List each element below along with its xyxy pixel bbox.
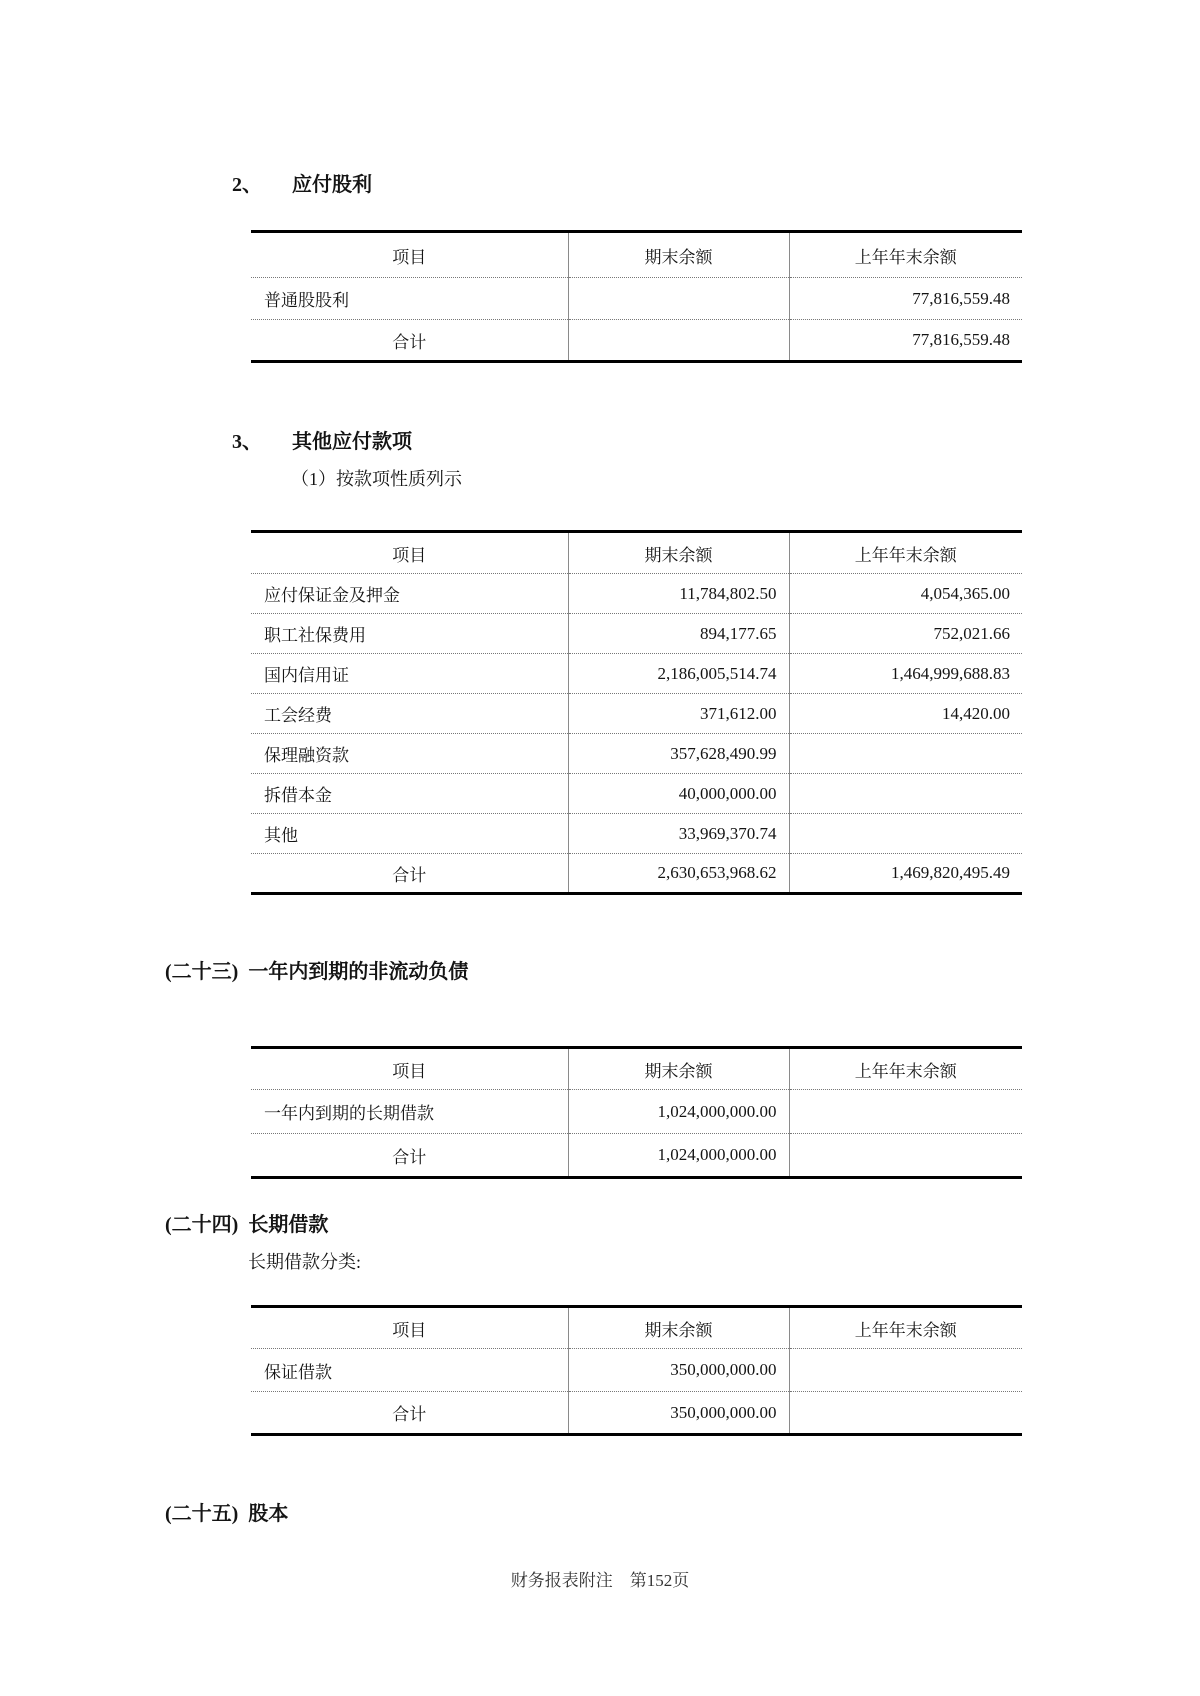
table-header-row <box>251 1048 1022 1090</box>
cell-prior-value: 77,816,559.48 <box>789 278 1022 320</box>
table-row <box>251 734 1022 774</box>
dividends-payable-table <box>251 230 1022 363</box>
section-number: (二十三) <box>165 961 239 983</box>
cell-closing-value: 40,000,000.00 <box>568 774 789 814</box>
col-header-prior-year-balance: 上年年末余额 <box>789 1048 1022 1090</box>
page-footer: 财务报表附注 第152页 <box>510 1571 690 1590</box>
cell-item-label: 保理融资款 <box>251 734 568 774</box>
cell-total-label: 合计 <box>251 1134 568 1178</box>
cell-prior-value: 77,816,559.48 <box>789 320 1022 362</box>
cell-prior-value: 1,464,999,688.83 <box>789 654 1022 694</box>
cell-prior-value <box>789 1349 1022 1392</box>
cell-prior-value: 4,054,365.00 <box>789 574 1022 614</box>
table-total-row <box>251 1392 1022 1435</box>
col-header-closing-balance: 期末余额 <box>568 532 789 574</box>
section-heading-current-portion-noncurrent-liabilities <box>165 955 468 984</box>
cell-total-label: 合计 <box>251 1392 568 1435</box>
cell-item-label: 拆借本金 <box>251 774 568 814</box>
table-row <box>251 614 1022 654</box>
col-header-prior-year-balance: 上年年末余额 <box>789 1307 1022 1349</box>
col-header-closing-balance: 期末余额 <box>568 232 789 278</box>
col-header-closing-balance: 期末余额 <box>568 1307 789 1349</box>
table-row <box>251 574 1022 614</box>
table-row <box>251 814 1022 854</box>
table-row <box>251 278 1022 320</box>
cell-item-label: 应付保证金及押金 <box>251 574 568 614</box>
section-number: (二十四) <box>165 1214 239 1236</box>
cell-prior-value <box>789 1134 1022 1178</box>
table-total-row <box>251 320 1022 362</box>
current-portion-table <box>251 1046 1022 1179</box>
cell-closing-value: 1,024,000,000.00 <box>568 1134 789 1178</box>
col-header-item: 项目 <box>392 247 427 267</box>
cell-closing-value: 894,177.65 <box>568 614 789 654</box>
col-header-item: 项目 <box>392 1320 427 1340</box>
table-total-row <box>251 854 1022 894</box>
table-row <box>251 1349 1022 1392</box>
section-title: 长期借款 <box>248 1214 329 1236</box>
section-title: 股本 <box>248 1503 289 1525</box>
cell-closing-value <box>568 278 789 320</box>
section-number: (二十五) <box>165 1503 239 1525</box>
section-title: 一年内到期的非流动负债 <box>248 961 469 983</box>
subsection-title-borrowing-classification: 长期借款分类: <box>248 1252 362 1272</box>
cell-total-label: 合计 <box>251 320 568 362</box>
other-payables-table <box>251 530 1022 895</box>
cell-closing-value: 11,784,802.50 <box>568 574 789 614</box>
cell-item-label: 普通股股利 <box>251 278 568 320</box>
cell-prior-value <box>789 1090 1022 1134</box>
cell-item-label: 一年内到期的长期借款 <box>251 1090 568 1134</box>
col-header-item: 项目 <box>392 545 427 565</box>
cell-prior-value: 752,021.66 <box>789 614 1022 654</box>
table-total-row <box>251 1134 1022 1178</box>
cell-closing-value: 2,630,653,968.62 <box>568 854 789 894</box>
cell-closing-value: 2,186,005,514.74 <box>568 654 789 694</box>
table-row <box>251 774 1022 814</box>
cell-prior-value <box>789 774 1022 814</box>
section-heading-long-term-borrowings <box>165 1208 328 1237</box>
table-row <box>251 694 1022 734</box>
cell-prior-value: 14,420.00 <box>789 694 1022 734</box>
section-number: 2、 <box>232 174 262 196</box>
section-heading-share-capital <box>165 1497 288 1526</box>
cell-item-label: 国内信用证 <box>251 654 568 694</box>
col-header-item: 项目 <box>392 1061 427 1081</box>
cell-closing-value <box>568 320 789 362</box>
section-heading-other-payables <box>232 425 412 454</box>
cell-item-label: 职工社保费用 <box>251 614 568 654</box>
table-header-row <box>251 532 1022 574</box>
cell-closing-value: 350,000,000.00 <box>568 1349 789 1392</box>
section-number: 3、 <box>232 431 262 453</box>
col-header-prior-year-balance: 上年年末余额 <box>789 232 1022 278</box>
cell-closing-value: 1,024,000,000.00 <box>568 1090 789 1134</box>
section-title: 应付股利 <box>292 174 372 196</box>
cell-closing-value: 350,000,000.00 <box>568 1392 789 1435</box>
cell-closing-value: 357,628,490.99 <box>568 734 789 774</box>
subsection-title-by-nature: （1）按款项性质列示 <box>291 469 462 489</box>
col-header-prior-year-balance: 上年年末余额 <box>789 532 1022 574</box>
table-row <box>251 1090 1022 1134</box>
section-title: 其他应付款项 <box>292 431 412 453</box>
cell-closing-value: 371,612.00 <box>568 694 789 734</box>
cell-prior-value <box>789 734 1022 774</box>
cell-prior-value <box>789 814 1022 854</box>
long-term-borrowings-table <box>251 1305 1022 1436</box>
section-heading-dividends-payable <box>232 168 372 197</box>
col-header-closing-balance: 期末余额 <box>568 1048 789 1090</box>
cell-closing-value: 33,969,370.74 <box>568 814 789 854</box>
cell-prior-value <box>789 1392 1022 1435</box>
table-row <box>251 654 1022 694</box>
cell-prior-value: 1,469,820,495.49 <box>789 854 1022 894</box>
cell-item-label: 保证借款 <box>251 1349 568 1392</box>
cell-total-label: 合计 <box>251 854 568 894</box>
table-header-row <box>251 1307 1022 1349</box>
cell-item-label: 其他 <box>251 814 568 854</box>
table-header-row <box>251 232 1022 278</box>
cell-item-label: 工会经费 <box>251 694 568 734</box>
